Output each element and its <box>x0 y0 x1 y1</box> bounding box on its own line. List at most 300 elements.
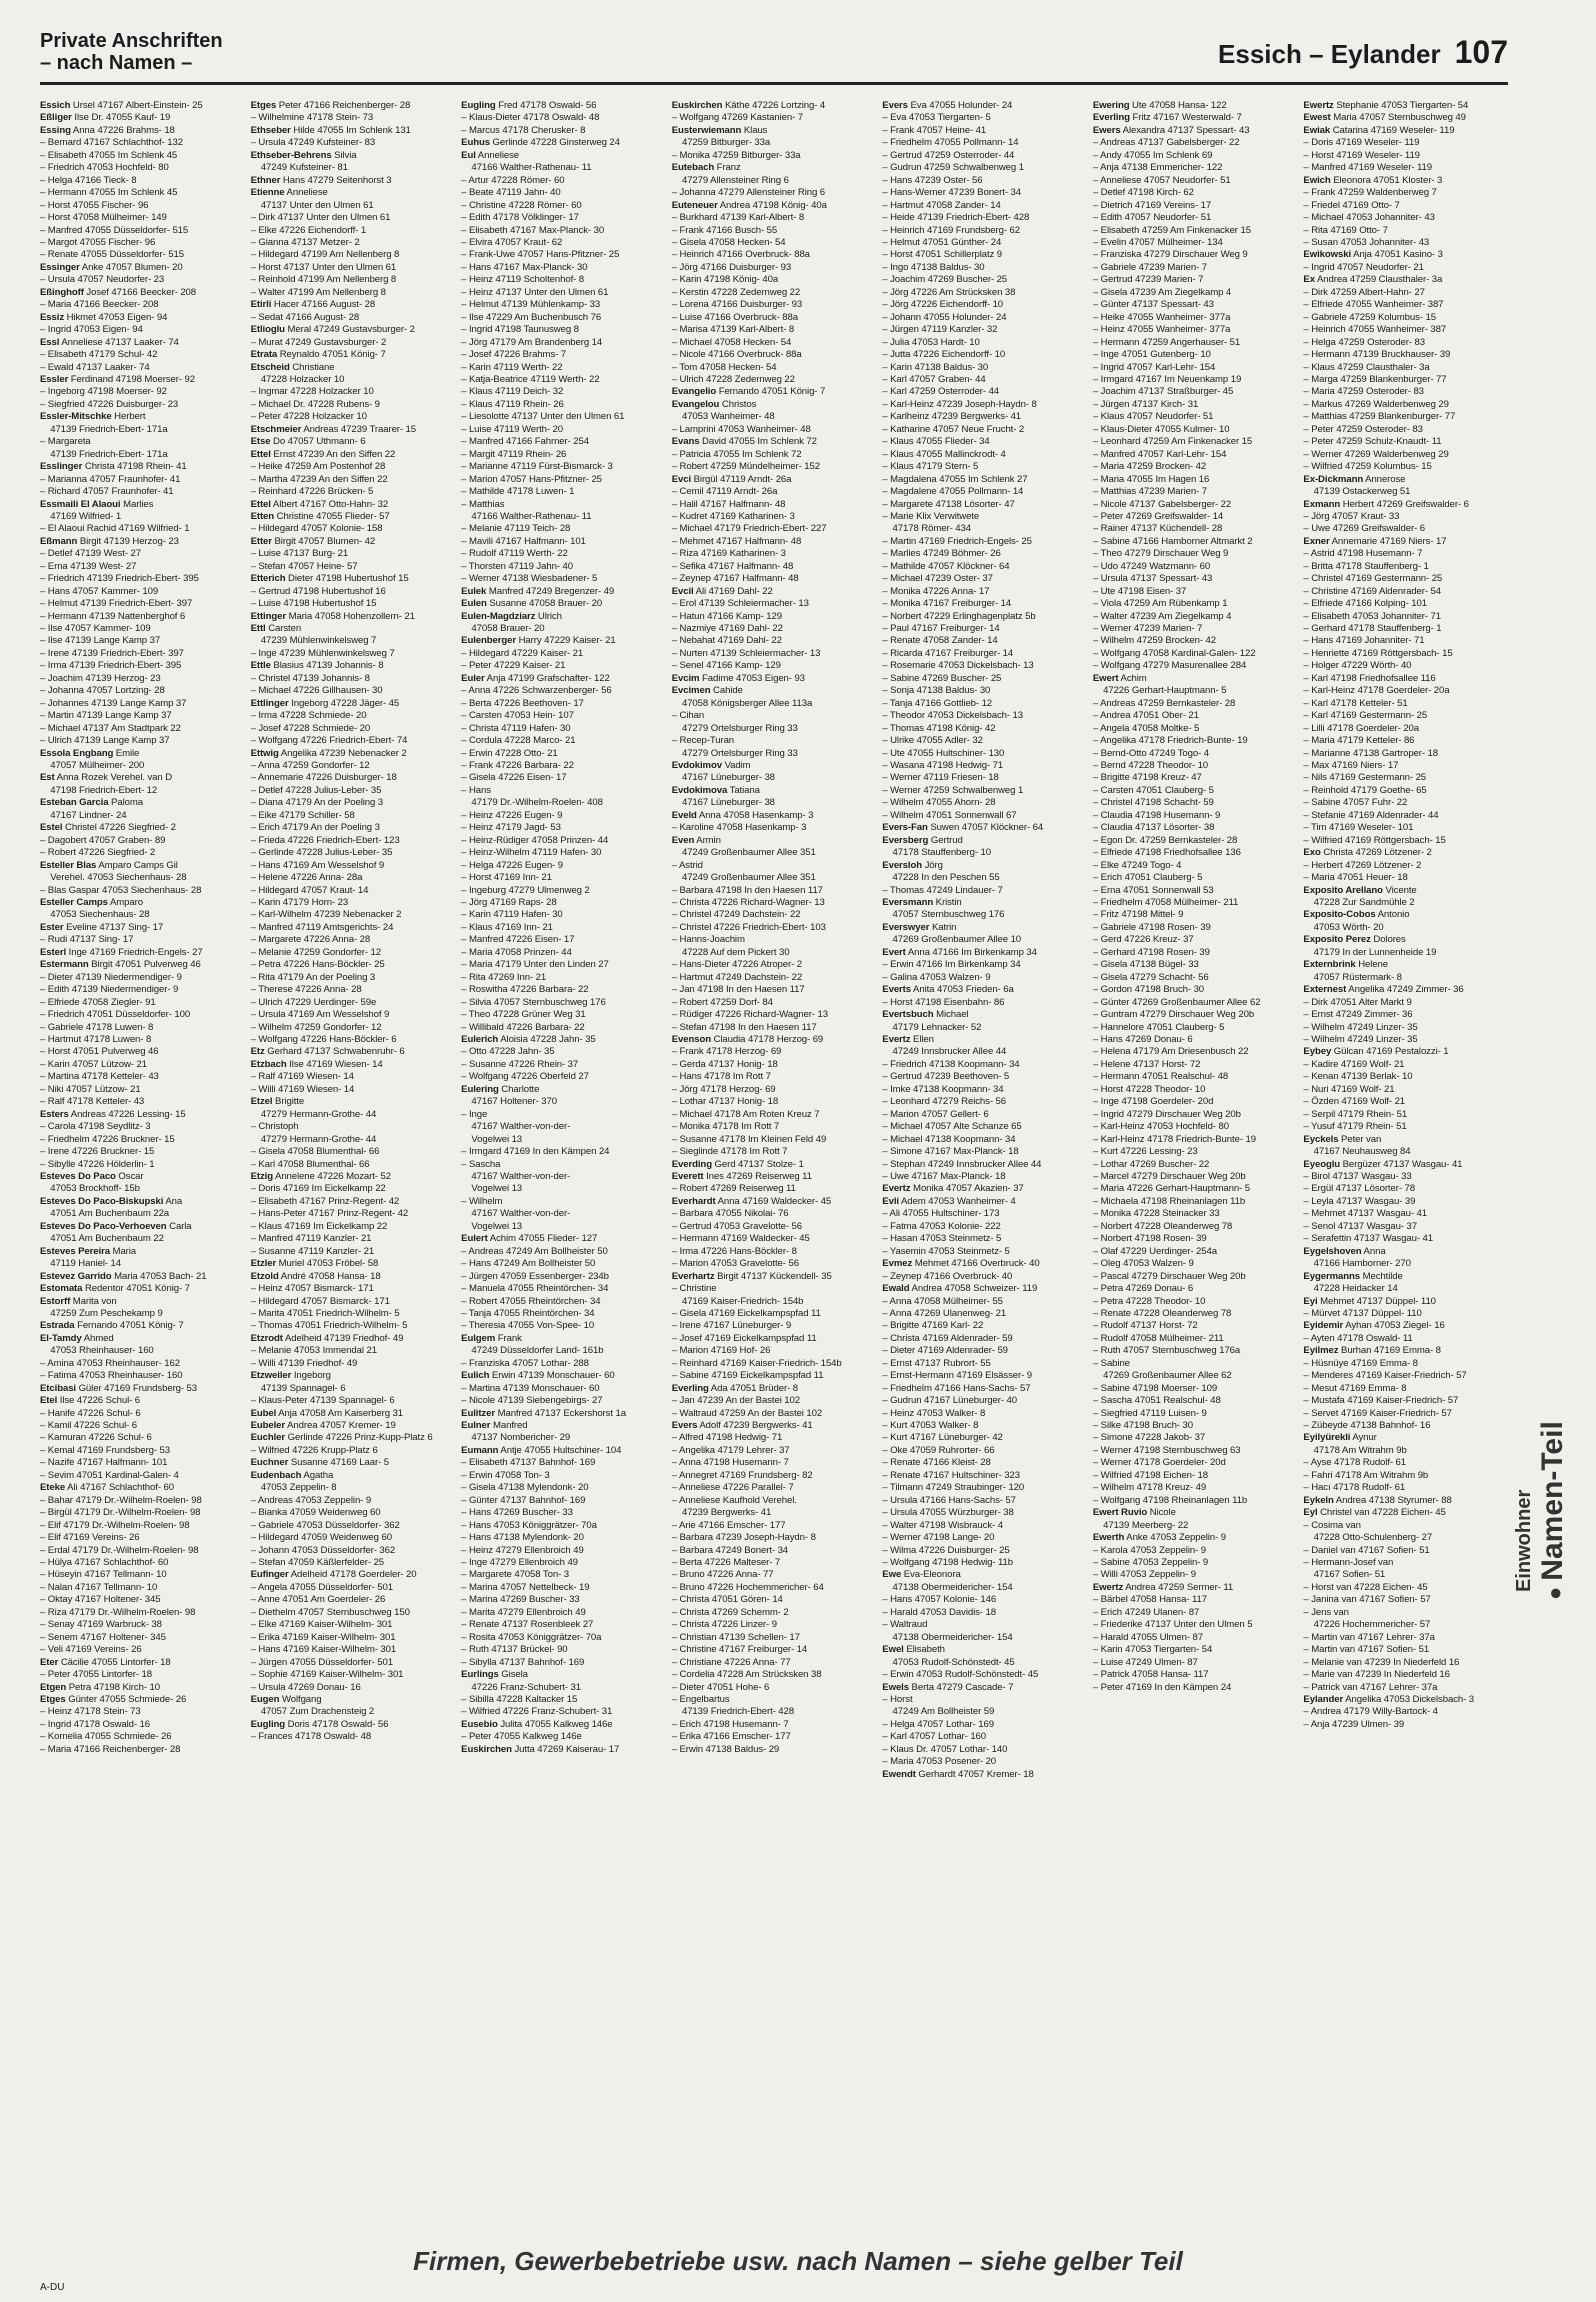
entry-details: – Robert 47259 Dorf- 84 <box>671 996 773 1008</box>
listing-entry <box>40 411 243 423</box>
surname: Ettinger <box>250 610 287 622</box>
listing-entry <box>251 424 454 436</box>
entry-details: – Manfred 47057 Karl-Lehr- 154 <box>1092 448 1227 460</box>
entry-details: – Erika 47166 Emscher- 177 <box>671 1731 791 1743</box>
listing-entry <box>882 897 1085 909</box>
entry-details: – Waltraud 47259 An der Bastei 102 <box>671 1407 823 1419</box>
entry-details: – Sascha 47051 Realschul- 48 <box>1092 1395 1221 1407</box>
entry-details: Ali 47169 Dahl- 22 <box>693 585 773 597</box>
listing-entry <box>461 1383 664 1395</box>
entry-details: Vicente <box>1382 884 1417 896</box>
listing-entry <box>1303 685 1506 697</box>
listing-entry <box>251 1395 454 1407</box>
entry-details: – Kemal 47169 Frundsberg- 53 <box>40 1444 170 1456</box>
entry-details: – Heinrich 47169 Frundsberg- 62 <box>882 224 1020 236</box>
listing-entry <box>882 1370 1085 1382</box>
surname: Eyidemir <box>1303 1320 1344 1332</box>
entry-details: – Jens van <box>1303 1606 1349 1618</box>
entry-details: 47279 Ortelsburger Ring 33 <box>671 747 798 759</box>
entry-details: – Maria 47058 Prinzen- 44 <box>461 946 572 958</box>
entry-details: – Carsten 47051 Clauberg- 5 <box>1092 784 1214 796</box>
entry-details: Franz <box>714 162 741 174</box>
entry-details: – Elisabeth 47179 Schul- 42 <box>40 349 158 361</box>
entry-details: 47139 Friedrich-Ebert- 171a <box>40 423 168 435</box>
listing-entry <box>672 175 875 187</box>
listing-entry <box>672 710 875 722</box>
listing-entry <box>461 598 664 610</box>
entry-details: – Michael 47137 Am Stadtpark 22 <box>40 722 181 734</box>
entry-details: – Johanna 47279 Allensteiner Ring 6 <box>671 187 826 199</box>
entry-details: 47138 Obermeidericher- 154 <box>882 1631 1013 1643</box>
entry-details: – Karl-Heinz 47178 Goerdeler- 20a <box>1303 685 1450 697</box>
listing-entry <box>40 1682 243 1694</box>
entry-details: – Mathilde 47178 Luwen- 1 <box>461 486 575 498</box>
listing-entry <box>40 262 243 274</box>
entry-details: 47269 Großenbaumer Allee 62 <box>1092 1370 1232 1382</box>
surname: Ex-Dickmann <box>1303 473 1364 485</box>
listing-entry <box>1093 1507 1296 1519</box>
entry-details: – Margit 47119 Rhein- 26 <box>461 448 567 460</box>
listing-entry <box>1093 748 1296 760</box>
entry-details: – Marcus 47178 Cherusker- 8 <box>461 124 586 136</box>
listing-entry <box>1303 1320 1506 1332</box>
surname: Exner <box>1303 535 1330 547</box>
surname: Ettlinger <box>250 697 289 709</box>
entry-details: – Erwin 47138 Baldus- 29 <box>671 1743 780 1755</box>
listing-entry <box>882 536 1085 548</box>
entry-details: – Elfriede 47058 Ziegler- 91 <box>40 996 156 1008</box>
listing-column <box>40 100 243 2210</box>
listing-entry <box>672 374 875 386</box>
entry-details: Angelika 47249 Zimmer- 36 <box>1346 984 1464 996</box>
name-range: Essich – Eylander <box>1218 39 1441 69</box>
entry-details: – Dirk 47137 Unter den Ulmen 61 <box>250 212 391 224</box>
listing-entry <box>1303 1420 1506 1432</box>
listing-entry <box>1303 324 1506 336</box>
listing-entry <box>1303 959 1506 971</box>
entry-details: – Gisela 47169 Eickelkampspfad 11 <box>671 1307 821 1319</box>
listing-entry <box>251 635 454 647</box>
listing-entry <box>40 1084 243 1096</box>
entry-details: – Werner 47198 Lange- 20 <box>882 1532 995 1544</box>
entry-details: – Hüsnüye 47169 Emma- 8 <box>1303 1357 1418 1369</box>
entry-details: – Zeynep 47167 Halfmann- 48 <box>671 573 799 585</box>
listing-entry <box>1303 1408 1506 1420</box>
listing-entry <box>1303 299 1506 311</box>
listing-entry <box>40 1532 243 1544</box>
surname: Ewertz <box>1303 100 1334 111</box>
side-tab-top: Einwohner <box>1513 1489 1535 1592</box>
surname: Ester <box>40 921 64 933</box>
listing-entry <box>882 1271 1085 1283</box>
entry-details: – Manfred 47119 Kanzler- 21 <box>250 1233 372 1245</box>
listing-entry <box>882 1719 1085 1731</box>
listing-column <box>1303 100 1506 2210</box>
listing-entry <box>1303 374 1506 386</box>
entry-details: – Günter 47137 Spessart- 43 <box>1092 299 1214 311</box>
listing-entry <box>461 1271 664 1283</box>
listing-entry <box>251 822 454 834</box>
listing-entry <box>40 635 243 647</box>
entry-details: – Ayse 47178 Rudolf- 61 <box>1303 1457 1407 1469</box>
listing-entry <box>1303 1694 1506 1706</box>
page-number: 107 <box>1454 34 1508 70</box>
entry-details: André 47058 Hansa- 18 <box>278 1270 381 1282</box>
listing-entry <box>882 1071 1085 1083</box>
entry-details: Paloma <box>108 797 143 809</box>
surname: Eyl <box>1303 1507 1318 1519</box>
listing-entry <box>1093 100 1296 112</box>
entry-details: – Karoline 47058 Hasenkamp- 3 <box>671 822 807 834</box>
listing-entry <box>251 909 454 921</box>
entry-details: – Oleg 47053 Walzen- 9 <box>1092 1258 1194 1270</box>
listing-entry <box>40 847 243 859</box>
listing-entry <box>1303 1470 1506 1482</box>
entry-details: Ursel 47167 Albert-Einstein- 25 <box>70 100 203 111</box>
listing-entry <box>672 685 875 697</box>
entry-details: – Luise 47119 Werth- 20 <box>461 423 564 435</box>
entry-details: – Christa 47169 Aldenrader- 59 <box>882 1332 1013 1344</box>
surname: Etgen <box>40 1681 67 1693</box>
listing-entry <box>882 175 1085 187</box>
entry-details: – Marianne 47138 Gartroper- 18 <box>1303 747 1439 759</box>
entry-details: 47139 Ostackerweg 51 <box>1303 486 1411 498</box>
entry-details: – Serpil 47179 Rhein- 51 <box>1303 1108 1408 1120</box>
entry-details: Armin <box>694 834 721 846</box>
entry-details: – Hülya 47167 Schlachthof- 60 <box>40 1557 169 1569</box>
entry-details: – Brigitte 47198 Kreuz- 47 <box>1092 772 1202 784</box>
listing-entry <box>882 150 1085 162</box>
entry-details: 47178 Römer- 434 <box>882 523 971 535</box>
listing-entry <box>40 1370 243 1382</box>
listing-entry <box>882 860 1085 872</box>
entry-details: 47139 Meerberg- 22 <box>1092 1519 1189 1531</box>
entry-details: – Ewald 47137 Laaker- 74 <box>40 361 150 373</box>
entry-details: – Sevim 47051 Kardinal-Galen- 4 <box>40 1469 179 1481</box>
listing-entry <box>1093 1096 1296 1108</box>
entry-details: – Klaus 47119 Rhein- 26 <box>461 398 564 410</box>
listing-entry <box>1093 1632 1296 1644</box>
entry-details: 47058 Brauer- 20 <box>461 623 545 635</box>
listing-entry <box>882 748 1085 760</box>
entry-details: Frank <box>495 1332 522 1344</box>
listing-entry <box>882 997 1085 1009</box>
entry-details: – Hermann 47139 Nattenberghof 6 <box>40 610 186 622</box>
surname: Eulner <box>461 1420 491 1432</box>
listing-entry <box>251 1457 454 1469</box>
listing-entry <box>251 337 454 349</box>
listing-entry <box>1093 785 1296 797</box>
entry-details: – Wilfried 47169 Röttgersbach- 15 <box>1303 834 1446 846</box>
entry-details: – Karl 47058 Blumenthal- 66 <box>250 1158 370 1170</box>
entry-details: Ingeborg 47228 Jäger- 45 <box>288 697 400 709</box>
entry-details: Mehmet 47137 Düppel- 110 <box>1317 1295 1436 1307</box>
listing-entry <box>461 1084 664 1096</box>
entry-details: – Ingeborg 47198 Moerser- 92 <box>40 386 167 398</box>
entry-details: Antonio <box>1375 909 1410 921</box>
listing-entry <box>1303 1432 1506 1444</box>
listing-entry <box>882 673 1085 685</box>
listing-entry <box>672 1009 875 1021</box>
listing-entry <box>461 536 664 548</box>
listing-entry <box>251 835 454 847</box>
entry-details: Gerd 47137 Stolze- 1 <box>711 1158 804 1170</box>
entry-details: 47179 Dr.-Wilhelm-Roelen- 408 <box>461 797 603 809</box>
entry-details: – Andy 47055 Im Schlenk 69 <box>1092 149 1213 161</box>
entry-details: Fritz 47167 Westerwald- 7 <box>1129 112 1242 124</box>
entry-details: – Helene 47137 Horst- 72 <box>1092 1058 1201 1070</box>
entry-details: – Norbert 47229 Erlinghagenplatz 5b <box>882 610 1036 622</box>
surname: Est <box>40 772 55 784</box>
surname: Eulich <box>461 1370 490 1382</box>
entry-details: – Gertrud 47053 Gravelotte- 56 <box>671 1220 803 1232</box>
entry-details: – Hanife 47226 Schul- 6 <box>40 1407 141 1419</box>
surname: Evangelio <box>671 386 717 398</box>
surname: Esteban Garcia <box>40 797 109 809</box>
listing-entry <box>882 1333 1085 1345</box>
listing-entry <box>40 1221 243 1233</box>
entry-details: Meral 47249 Gustavsburger- 2 <box>284 324 415 336</box>
listing-entry <box>882 735 1085 747</box>
listing-entry <box>1093 1682 1296 1694</box>
surname: Esslinger <box>40 461 83 473</box>
listing-entry <box>1303 1706 1506 1718</box>
entry-details: – Karl 47259 Osterroder- 44 <box>882 386 1000 398</box>
entry-details: – Wilhelm <box>461 1195 503 1207</box>
entry-details: – Marion 47053 Gravelotte- 56 <box>671 1258 799 1270</box>
entry-details: 47269 Großenbaumer Allee 10 <box>882 934 1022 946</box>
entry-details: – Gisela 47058 Blumenthal- 66 <box>250 1146 380 1158</box>
listing-entry <box>1093 1532 1296 1544</box>
surname: Eversloh <box>882 859 923 871</box>
entry-details: Cahide <box>710 685 743 697</box>
entry-details: – Ursula 47249 Kufsteiner- 83 <box>250 137 376 149</box>
listing-entry <box>672 1370 875 1382</box>
listing-entry <box>251 1383 454 1395</box>
entry-details: – Josef 47226 Brahms- 7 <box>461 349 567 361</box>
listing-entry <box>251 1146 454 1158</box>
listing-entry <box>672 673 875 685</box>
listing-entry <box>1093 561 1296 573</box>
entry-details: – Wilhelm 47178 Kreuz- 49 <box>1092 1482 1207 1494</box>
listing-entry <box>461 1320 664 1332</box>
entry-details: Gerlinde 47226 Prinz-Kupp-Platz 6 <box>285 1432 433 1444</box>
listing-entry <box>882 573 1085 585</box>
listing-entry <box>40 212 243 224</box>
listing-entry <box>1303 1682 1506 1694</box>
entry-details: – Matthias 47259 Blankenburger- 77 <box>1303 411 1456 423</box>
listing-entry <box>40 449 243 461</box>
listing-entry <box>1303 909 1506 921</box>
listing-entry <box>251 1507 454 1519</box>
listing-entry <box>251 1183 454 1195</box>
listing-entry <box>461 175 664 187</box>
entry-details: – Inge <box>461 1108 488 1120</box>
entry-details: Helene <box>1355 959 1389 971</box>
side-tab <box>1512 1240 1582 1600</box>
surname: Evangelou <box>671 398 720 410</box>
entry-details: Hilde 47055 Im Schlenk 131 <box>290 124 411 136</box>
entry-details: – Monika 47228 Steinacker 33 <box>1092 1208 1220 1220</box>
listing-entry <box>882 112 1085 124</box>
listing-entry <box>672 1694 875 1706</box>
listing-entry <box>882 1420 1085 1432</box>
listing-entry <box>672 1420 875 1432</box>
listing-entry <box>461 1159 664 1171</box>
listing-entry <box>882 847 1085 859</box>
entry-details: – Marie van 47239 In Niederfeld 16 <box>1303 1669 1450 1681</box>
entry-details: – Margarete 47058 Ton- 3 <box>461 1569 569 1581</box>
entry-details: – Veli 47169 Vereins- 26 <box>40 1644 142 1656</box>
listing-entry <box>882 1046 1085 1058</box>
entry-details: – Karlheinz 47239 Bergwerks- 41 <box>882 411 1022 423</box>
listing-entry <box>251 1370 454 1382</box>
entry-details: Wolfgang <box>279 1694 322 1705</box>
entry-details: – Norbert 47228 Oleanderweg 78 <box>1092 1220 1233 1232</box>
entry-details: – Evelin 47057 Mülheimer- 134 <box>1092 236 1223 248</box>
entry-details: Anna Rozek Verehel. van D <box>54 772 173 784</box>
surname: Eulgem <box>461 1332 496 1344</box>
listing-entry <box>672 972 875 984</box>
listing-entry <box>1303 499 1506 511</box>
entry-details: Andrea 47057 Kremer- 19 <box>285 1420 396 1432</box>
listing-entry <box>40 660 243 672</box>
entry-details: – Jörg 47226 Eichendorff- 10 <box>882 299 1004 311</box>
listing-entry <box>1093 760 1296 772</box>
entry-details: – Angela 47055 Düsseldorfer- 501 <box>250 1581 393 1593</box>
entry-details: Anna 47166 Im Birkenkamp 34 <box>905 946 1037 958</box>
entry-details: – Bahar 47179 Dr.-Wilhelm-Roelen- 98 <box>40 1494 202 1506</box>
listing-entry <box>461 1134 664 1146</box>
listing-entry <box>251 287 454 299</box>
entry-details: – Renate 47137 Rosenbleek 27 <box>461 1619 594 1631</box>
entry-details: – Christine 47228 Römer- 60 <box>461 199 582 211</box>
entry-details: Ellen <box>910 1033 934 1045</box>
listing-entry <box>461 897 664 909</box>
surname: Eyi <box>1303 1295 1318 1307</box>
listing-entry <box>40 1283 243 1295</box>
entry-details: – Anne 47051 Am Goerdeler- 26 <box>250 1594 386 1606</box>
listing-entry <box>40 362 243 374</box>
listing-entry <box>1093 685 1296 697</box>
listing-entry <box>251 187 454 199</box>
surname: Etzig <box>250 1170 273 1182</box>
entry-details: – Helmut 47139 Mühlenkamp- 33 <box>461 299 601 311</box>
entry-details: – Karin 47198 König- 40a <box>671 274 779 286</box>
listing-entry <box>1093 797 1296 809</box>
entry-details: Hacer 47166 August- 28 <box>271 299 376 311</box>
entry-details: – Frank 47259 Waldenberweg 7 <box>1303 187 1437 199</box>
surname: Etscheid <box>250 361 290 373</box>
listing-entry <box>882 1644 1085 1656</box>
listing-entry <box>461 287 664 299</box>
entry-details: – Doris 47169 Im Eickelkamp 22 <box>250 1183 386 1195</box>
surname: Evci <box>671 473 692 485</box>
listing-entry <box>461 200 664 212</box>
listing-entry <box>672 1445 875 1457</box>
footer-code: A-DU <box>40 2282 65 2293</box>
listing-entry <box>882 349 1085 361</box>
listing-entry <box>461 723 664 735</box>
entry-details: – Elif 47179 Dr.-Wilhelm-Roelen- 98 <box>40 1519 190 1531</box>
entry-details: – Hermann 47051 Realschul- 48 <box>1092 1071 1229 1083</box>
entry-details: 47249 Kufsteiner- 81 <box>250 162 348 174</box>
listing-entry <box>40 611 243 623</box>
listing-entry <box>1093 922 1296 934</box>
listing-entry <box>1093 162 1296 174</box>
listing-entry <box>1093 399 1296 411</box>
listing-entry <box>672 1632 875 1644</box>
listing-entry <box>1093 212 1296 224</box>
entry-details: – Wilhelmine 47178 Stein- 73 <box>250 112 374 124</box>
entry-details: 47053 Brockhoff- 15b <box>40 1183 140 1195</box>
surname: Eyilyürekli <box>1303 1432 1351 1444</box>
surname: Ewert <box>1092 672 1119 684</box>
entry-details: – Frank 47226 Barbara- 22 <box>461 760 574 772</box>
entry-details: – Bärbel 47058 Hansa- 117 <box>1092 1594 1207 1606</box>
entry-details: – Werner 47239 Marien- 7 <box>1092 623 1203 635</box>
listing-entry <box>1303 461 1506 473</box>
entry-details: Anita 47053 Frieden- 6a <box>911 984 1014 996</box>
listing-entry <box>672 1482 875 1494</box>
entry-details: – Ruth 47137 Brückel- 90 <box>461 1644 568 1656</box>
listing-entry <box>461 1408 664 1420</box>
entry-details: – Erich 47051 Clauberg- 5 <box>1092 872 1203 884</box>
listing-entry <box>461 685 664 697</box>
entry-details: – Helga 47226 Eugen- 9 <box>461 859 563 871</box>
entry-details: – Edith 47178 Völklinger- 17 <box>461 212 579 224</box>
surname: Ettle <box>250 660 271 672</box>
entry-details: Redentor 47051 König- 7 <box>82 1283 190 1295</box>
entry-details: Oscar <box>115 1170 144 1182</box>
listing-entry <box>1303 225 1506 237</box>
entry-details: – Mehmet 47167 Halfmann- 48 <box>671 535 802 547</box>
entry-details: 47228 Holzacker 10 <box>250 373 345 385</box>
listing-entry <box>882 685 1085 697</box>
listing-entry <box>1303 1644 1506 1656</box>
entry-details: – Nuri 47169 Wolf- 21 <box>1303 1083 1395 1095</box>
listing-entry <box>251 586 454 598</box>
listing-entry <box>40 1134 243 1146</box>
listing-entry <box>461 735 664 747</box>
listing-entry <box>461 1682 664 1694</box>
entry-details: – Michael 47179 Friedrich-Ebert- 227 <box>671 523 827 535</box>
entry-details: – Heinz 47226 Eugen- 9 <box>461 809 563 821</box>
listing-entry <box>251 1532 454 1544</box>
entry-details: 47051 Am Buchenbaum 22a <box>40 1208 170 1220</box>
entry-details: – Hermann 47259 Angerhauser- 51 <box>1092 336 1241 348</box>
entry-details: Brigitte <box>272 1096 305 1108</box>
entry-details: – Mehmet 47137 Wasgau- 41 <box>1303 1208 1427 1220</box>
entry-details: 47249 Am Bollheister 59 <box>882 1706 995 1718</box>
entry-details: – Erich 47198 Husemann- 7 <box>671 1718 789 1730</box>
listing-entry <box>40 150 243 162</box>
listing-entry <box>461 934 664 946</box>
listing-entry <box>1303 1358 1506 1370</box>
listing-entry <box>461 1109 664 1121</box>
entry-details: – Oktay 47167 Holtener- 345 <box>40 1594 161 1606</box>
entry-details: Carla <box>166 1220 192 1232</box>
entry-details: Ernst 47239 An den Siffen 22 <box>270 448 396 460</box>
surname: Etzler <box>250 1258 277 1270</box>
entry-details: – Ralf 47178 Ketteler- 43 <box>40 1096 145 1108</box>
entry-details: – Johanna 47057 Lortzing- 28 <box>40 685 165 697</box>
surname: Evertz <box>882 1183 911 1195</box>
listing-entry <box>672 499 875 511</box>
entry-details: Katrin <box>929 921 957 933</box>
listing-entry <box>461 1532 664 1544</box>
entry-details: – Wilhelm 47055 Ahorn- 28 <box>882 797 996 809</box>
